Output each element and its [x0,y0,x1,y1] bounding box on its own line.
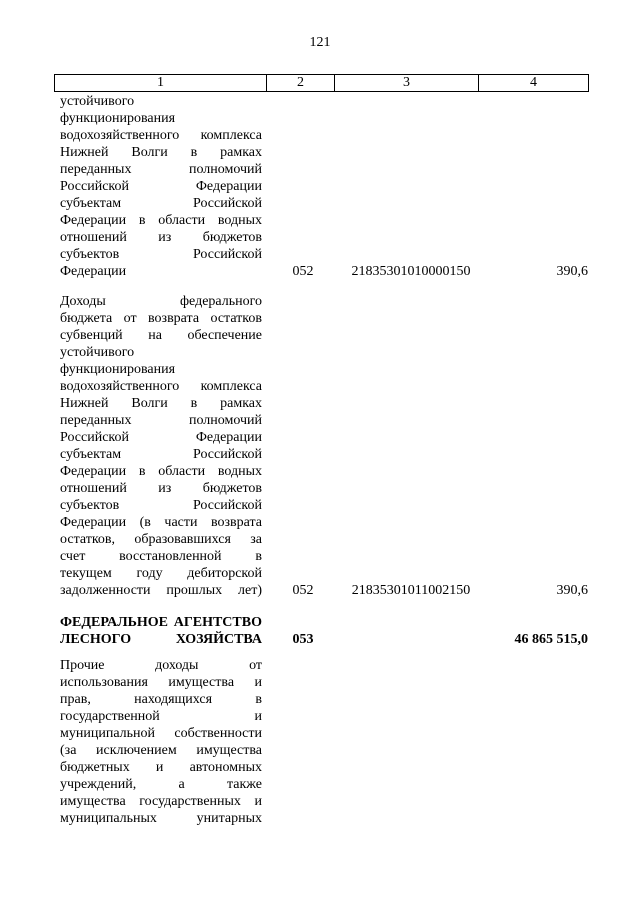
kbk-code: 21835301011002150 [351,583,471,598]
admin-code: 053 [292,632,314,647]
admin-code: 052 [292,264,314,279]
agency-title: ФЕДЕРАЛЬНОЕ АГЕНТСТВО ЛЕСНОГО ХОЗЯЙСТВА [60,615,262,647]
page-number: 121 [309,35,331,50]
table-row [60,657,590,832]
row-description: устойчивого функционирования водохозяйственного комплекса Нижней Волги в рамках переданных полномочий Российской Федерации субъектам Российской Федерации в области водных отношений из бюджетов субъектов Российской Федерации [60,94,262,279]
column-header-2: 2 [267,75,335,92]
row-description: Прочие доходы от использования имущества и прав, находящихся в государственной и муниципальной собственности (за исключением имущества бюджетных и автономных учреждений, а также имущества государственных и муниципальных унитарных [60,658,262,826]
column-header-1: 1 [55,75,267,92]
kbk-code: 21835301010000150 [351,264,471,279]
table-header [54,74,589,92]
table-row [60,93,590,283]
admin-code: 052 [292,583,314,598]
amount: 390,6 [556,264,588,279]
table-row [60,614,590,650]
column-header-4: 4 [479,75,589,92]
column-header-3: 3 [335,75,479,92]
amount: 46 865 515,0 [514,632,588,647]
table-row [60,293,590,605]
amount: 390,6 [556,583,588,598]
row-description: Доходы федерального бюджета от возврата остатков субвенций на обеспечение устойчивого функционирования водохозяйственного комплекса Нижней Волги в рамках переданных полномочий Российской Федерации субъектам Российской Федерации в области водных отношений из бюджетов субъектов Российской Федерации (в части возврата остатков, образовавшихся за счет восстановленной в текущем году дебиторской задолженности прошлых лет) [60,294,262,598]
